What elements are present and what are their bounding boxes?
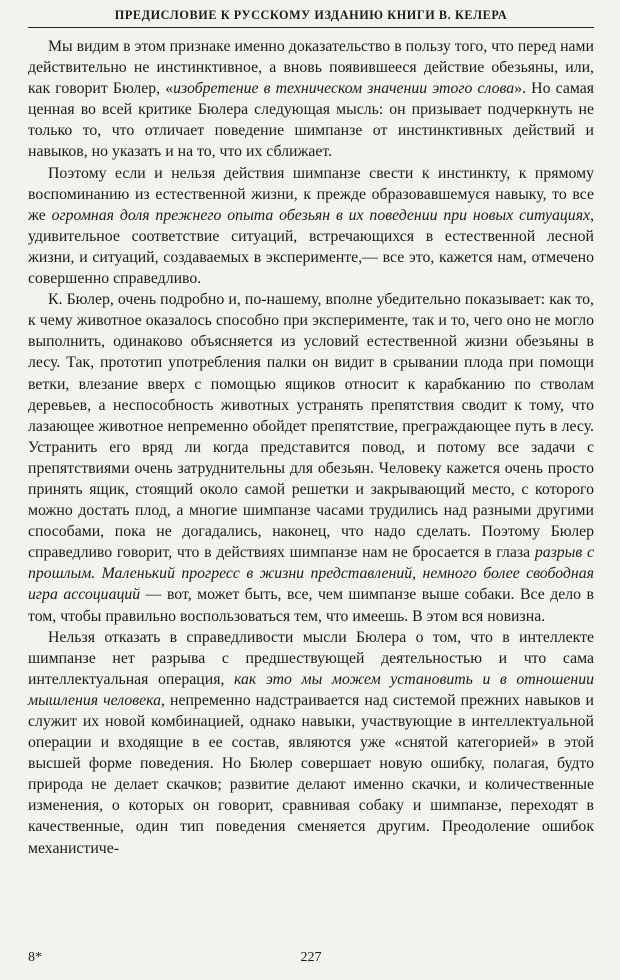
italic-run: разрыв с прошлым. Маленький прогресс в жизни представлений, немного более свободная игра ассоциаций bbox=[28, 544, 594, 604]
text-run: — вот, может быть, все, чем шимпанзе выше собаки. Все дело в том, чтобы правильно воспользоваться тем, что имеешь. В этом вся новизна. bbox=[28, 586, 594, 625]
italic-run: огромная доля прежнего опыта обезьян в их поведении при новых ситуациях bbox=[51, 206, 591, 224]
text-run: К. Бюлер, очень подробно и, по-нашему, вполне убедительно показывает: как то, к чему животное оказалось способно при эксперименте, так и то, чего оно не могло выполнить, одинаково объясняется из условий естественной жизни обезьяны в лесу. Так, прототип употребления палки он видит в срывании плода при помощи ветки, влезание вверх с помощью ящиков относит к карабканию по стволам деревьев, а неспособность животных устранять препятствия сводит к тому, что лазающее животное непременно обойдет препятствие, преграждающее путь в лесу. Устранить его вряд ли когда представится повод, и потому все задачи с препятствиями очень затруднительны для обезьян. Человеку кажется очень просто принять ящик, стоящий около самой решетки и закрывающий место, с которого можно достать плод, а многие шимпанзе часами трудились над разными другими способами, пока не догадались, наконец, что надо сделать. Поэтому Бюлер справедливо говорит, что в действиях шимпанзе нам не бросается в глаза bbox=[28, 291, 594, 562]
italic-run: как это мы можем установить и в отношении мышления человека bbox=[28, 670, 594, 709]
paragraph bbox=[28, 36, 594, 163]
paragraph bbox=[28, 627, 594, 859]
italic-run: изобретение в техническом значении этого слова bbox=[173, 80, 515, 98]
text-run: Мы видим в этом признаке именно доказательство в пользу того, что перед нами действительно не инстинктивное, а вновь появившееся действие обезьяны, или, как говорит Бюлер, « bbox=[28, 38, 594, 98]
page-number: 227 bbox=[300, 950, 322, 965]
text-run: Поэтому если и нельзя действия шимпанзе свести к инстинкту, к прямому воспоминанию из естественной жизни, к прежде образовавшемуся навыку, то все же bbox=[28, 164, 594, 224]
body-text bbox=[28, 36, 594, 859]
signature-mark: 8* bbox=[28, 950, 42, 965]
text-run: Нельзя отказать в справедливости мысли Бюлера о том, что в интеллекте шимпанзе нет разрыва с предшествующей деятельностью и что сама интеллектуальная операция, bbox=[28, 628, 594, 688]
text-run: , удивительное соответствие ситуаций, встречающихся в естественной лесной жизни, и ситуаций, создаваемых в эксперименте,— все это, кажется нам, отмечено совершенно справедливо. bbox=[28, 206, 595, 288]
running-header: ПРЕДИСЛОВИЕ К РУССКОМУ ИЗДАНИЮ КНИГИ В. КЕЛЕРА bbox=[28, 8, 594, 28]
text-run: ». Но самая ценная во всей критике Бюлера следующая мысль: он призывает подчеркнуть не только то, что отличает поведение шимпанзе от инстинктивных действий и навыков, но указать и на то, что их сближает. bbox=[28, 80, 595, 161]
paragraph bbox=[28, 163, 594, 290]
text-run: , непременно надстраивается над системой прежних навыков и служит их новой комбинацией, однако навыки, участвующие в интеллектуальной операции и входящие в ее состав, являются уже «снятой категорией» в этой высшей форме поведения. Но Бюлер совершает новую ошибку, полагая, будто природа не делает скачков; развитие делают именно скачки, и количественные изменения, о которых он говорит, сравнивая собаку и шимпанзе, переходят в качественные, один тип поведения сменяется другим. Преодоление ошибок механистиче- bbox=[28, 691, 595, 857]
paragraph bbox=[28, 289, 594, 627]
